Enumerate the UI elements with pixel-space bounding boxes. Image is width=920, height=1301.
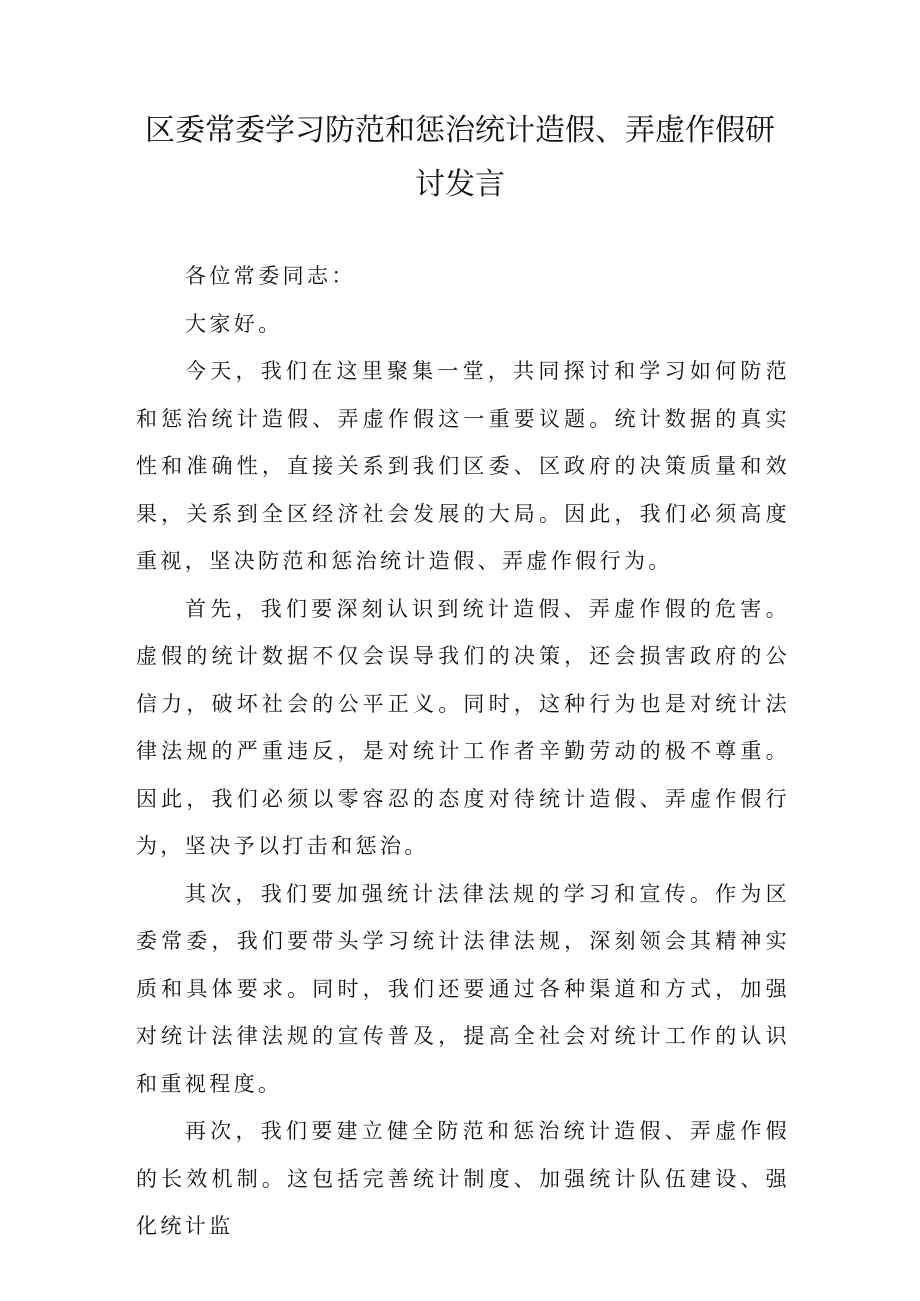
paragraph-first: 首先，我们要深刻认识到统计造假、弄虚作假的危害。虚假的统计数据不仅会误导我们的决策，还会损害政府的公信力，破坏社会的公平正义。同时，这种行为也是对统计法律法规的严重违反，是对统计工作者辛勤劳动的极不尊重。因此，我们必须以零容忍的态度对待统计造假、弄虚作假行为，坚决予以打击和惩治。 (136, 596, 790, 858)
document-body (136, 253, 790, 1251)
paragraph-third: 再次，我们要建立健全防范和惩治统计造假、弄虚作假的长效机制。这包括完善统计制度、加强统计队伍建设、强化统计监 (136, 1119, 790, 1238)
document-title (130, 104, 790, 212)
title-line-2: 讨发言 (415, 167, 505, 202)
paragraph-second: 其次，我们要加强统计法律法规的学习和宣传。作为区委常委，我们要带头学习统计法律法规，深刻领会其精神实质和具体要求。同时，我们还要通过各种渠道和方式，加强对统计法律法规的宣传普及，提高全社会对统计工作的认识和重视程度。 (136, 881, 790, 1096)
title-line-1: 区委常委学习防范和惩治统计造假、弄虚作假研 (145, 113, 775, 148)
salutation: 各位常委同志： (185, 264, 356, 288)
paragraph-intro: 今天，我们在这里聚集一堂，共同探讨和学习如何防范和惩治统计造假、弄虚作假这一重要议题。统计数据的真实性和准确性，直接关系到我们区委、区政府的决策质量和效果，关系到全区经济社会发展的大局。因此，我们必须高度重视，坚决防范和惩治统计造假、弄虚作假行为。 (136, 359, 790, 573)
greeting: 大家好。 (185, 311, 283, 336)
